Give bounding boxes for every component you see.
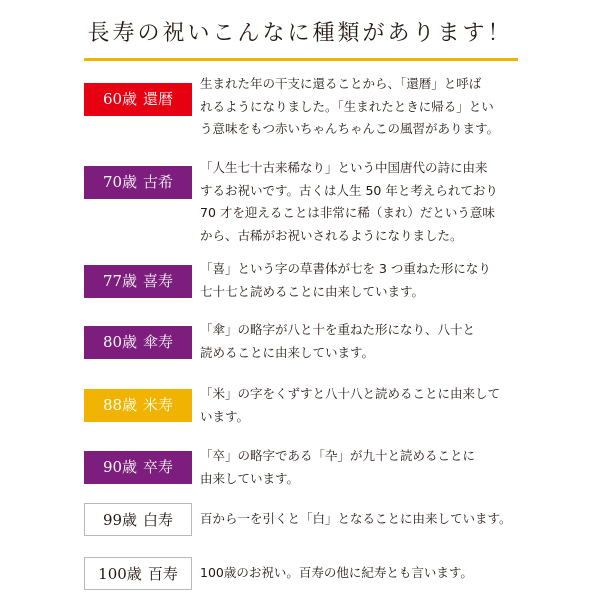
description-line: するお祝いです。古くは人生 50 年と考えられており bbox=[200, 182, 498, 198]
badge-beiju bbox=[84, 389, 192, 422]
description-line: 70 才を迎えることは非常に稀（まれ）だという意味 bbox=[200, 205, 495, 220]
description-kanreki bbox=[200, 73, 530, 141]
description-kiju bbox=[200, 258, 530, 303]
description-koki bbox=[200, 157, 530, 247]
age-label: 90歳 bbox=[102, 458, 138, 476]
badge-momoju bbox=[84, 557, 192, 590]
description-line: 「喜」という字の草書体が七を 3 つ重ねた形になり bbox=[200, 261, 491, 276]
description-line: 「卒」の略字である「卆」が九十と読めることに bbox=[200, 448, 476, 463]
page-title: 長寿の祝いこんなに種類があります！ bbox=[87, 21, 513, 46]
description-momoju bbox=[200, 562, 530, 585]
celebration-name: 米寿 bbox=[143, 396, 174, 414]
badge-koki bbox=[84, 166, 192, 199]
badge-kanreki bbox=[84, 83, 192, 116]
description-line: から、古稀がお祝いされるようになりました。 bbox=[200, 227, 463, 243]
celebration-name: 還暦 bbox=[143, 90, 174, 108]
description-line: います。 bbox=[200, 408, 250, 424]
celebration-name: 傘寿 bbox=[143, 333, 174, 351]
age-label: 88歳 bbox=[102, 396, 138, 414]
celebration-name: 卒寿 bbox=[143, 458, 174, 476]
title-underline bbox=[84, 58, 518, 61]
description-line: れるようになりました。「生まれたときに帰る」とい bbox=[200, 98, 494, 114]
celebration-name: 古希 bbox=[143, 173, 174, 191]
age-label: 70歳 bbox=[102, 173, 138, 191]
description-line: 七十七と読めることに由来しています。 bbox=[200, 283, 425, 299]
description-line: 読めることに由来しています。 bbox=[200, 344, 375, 360]
description-line: 生まれた年の干支に還ることから、「還暦」と呼ば bbox=[200, 76, 482, 91]
age-label: 77歳 bbox=[102, 272, 138, 290]
description-line: 「米」の字をくずすと八十八と読めることに由来して bbox=[200, 386, 501, 401]
age-label: 80歳 bbox=[102, 333, 138, 351]
celebration-name: 百寿 bbox=[147, 565, 178, 583]
description-beiju bbox=[200, 383, 530, 428]
description-sanju bbox=[200, 319, 530, 364]
description-line: 百から一を引くと「白」となることに由来しています。 bbox=[200, 511, 512, 526]
description-line: う意味をもつ赤いちゃんちゃんこの風習があります。 bbox=[200, 121, 500, 136]
description-line: 「人生七十古来稀なり」という中国唐代の詩に由来 bbox=[200, 160, 488, 175]
badge-kiju bbox=[84, 265, 192, 298]
age-label: 99歳 bbox=[102, 511, 138, 529]
badge-sanju bbox=[84, 326, 192, 359]
description-line: 「傘」の略字が八と十を重ねた形になり、八十と bbox=[200, 322, 476, 337]
age-label: 100歳 bbox=[98, 565, 142, 583]
celebration-name: 白寿 bbox=[143, 511, 174, 529]
description-hakuju bbox=[200, 508, 530, 531]
description-line: 100歳のお祝い。百寿の他に紀寿とも言います。 bbox=[200, 565, 473, 580]
age-label: 60歳 bbox=[102, 90, 138, 108]
description-line: 由来しています。 bbox=[200, 470, 300, 486]
badge-sotsuju bbox=[84, 451, 192, 484]
celebration-name: 喜寿 bbox=[143, 272, 174, 290]
badge-hakuju bbox=[84, 503, 192, 536]
description-sotsuju bbox=[200, 445, 530, 490]
